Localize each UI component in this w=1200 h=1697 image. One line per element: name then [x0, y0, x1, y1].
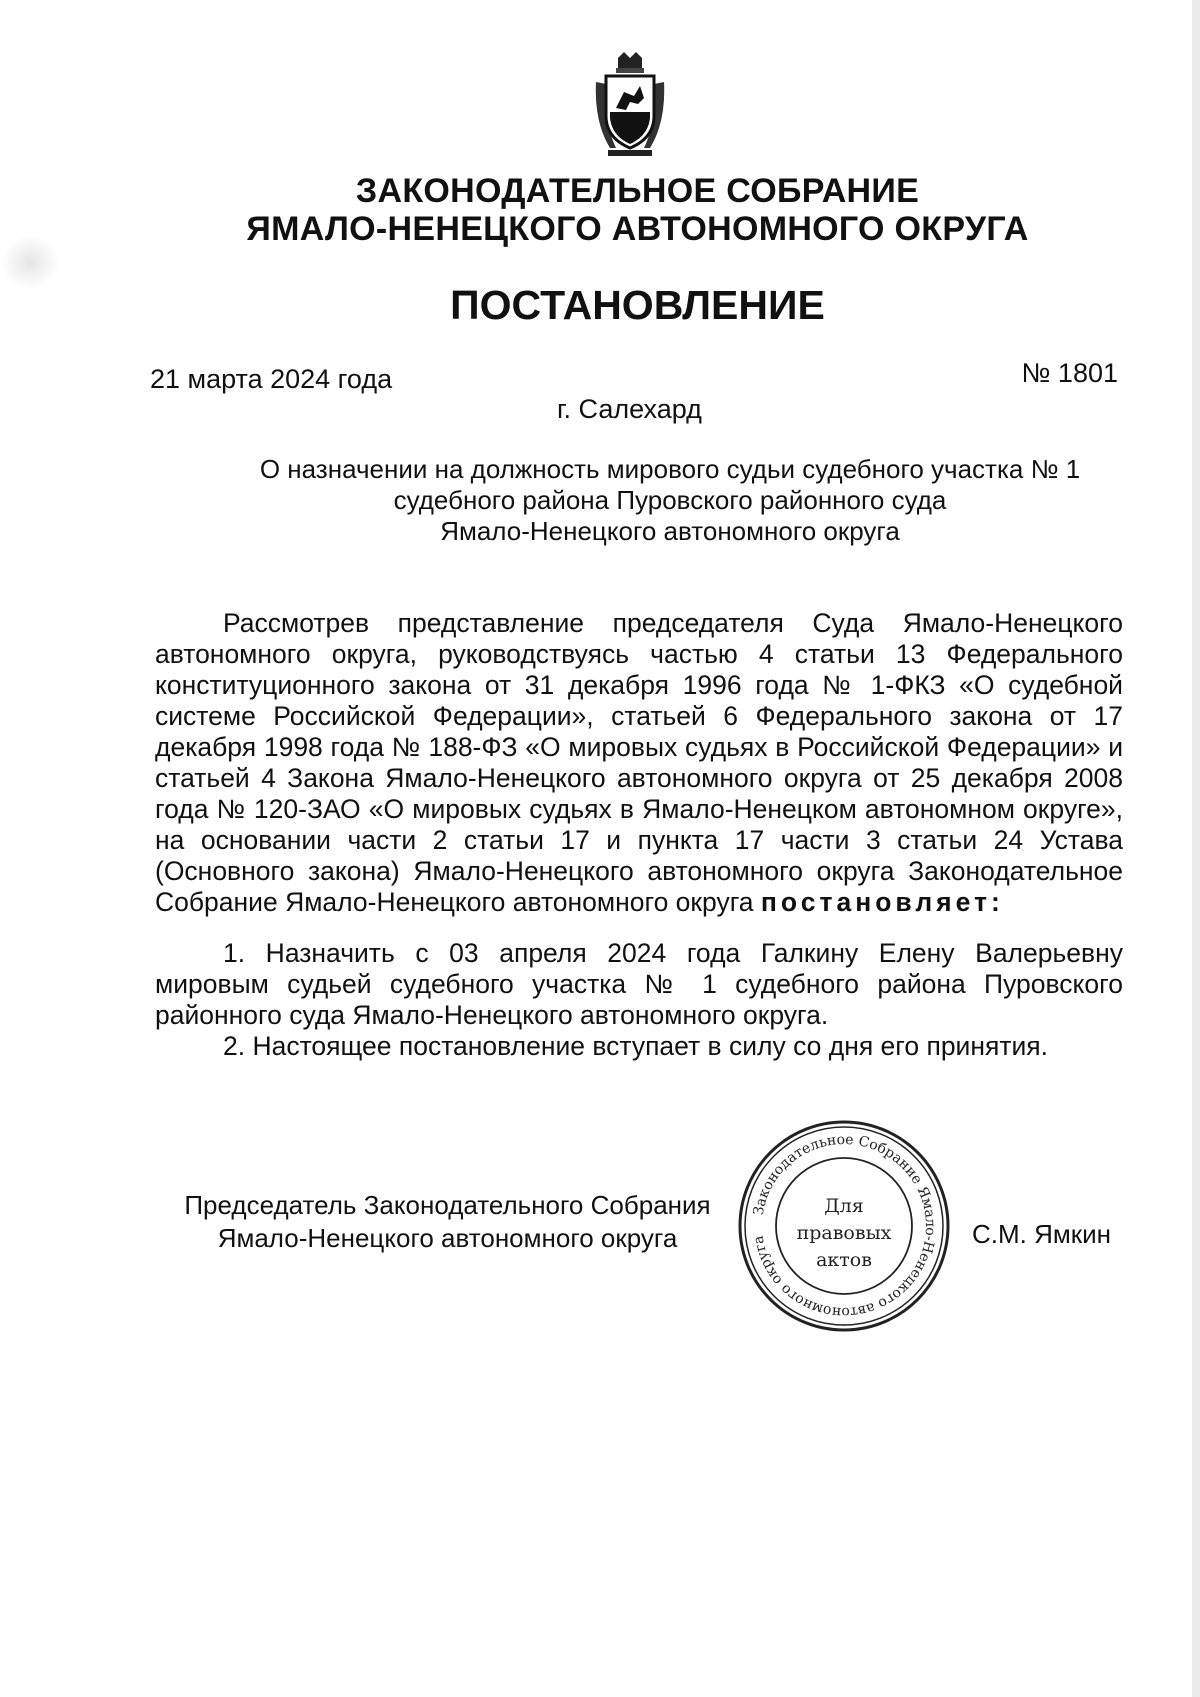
stamp-inner-line: Для: [824, 1195, 864, 1217]
org-name-line2: ЯМАЛО-НЕНЕЦКОГО АВТОНОМНОГО ОКРУГА: [246, 210, 1029, 248]
document-city: г. Салехард: [557, 394, 702, 424]
signatory-position: [155, 1189, 740, 1255]
signatory-name: С.М. Ямкин: [972, 1219, 1112, 1249]
resolution-item: 2. Настоящее постановление вступает в силу со дня его принятия.: [223, 1031, 1048, 1061]
resolution-item: 1. Назначить с 03 апреля 2024 года Галкину Елену Валерьевну мировым судьей судебного участка № 1 судебного района Пуровского районного суда Ямало-Ненецкого автономного округа.: [155, 938, 1123, 1030]
org-name-line1: ЗАКОНОДАТЕЛЬНОЕ СОБРАНИЕ: [355, 172, 920, 210]
stamp-inner-line: актов: [816, 1249, 872, 1271]
stamp-inner-line: правовых: [796, 1222, 892, 1244]
coat-of-arms-icon: [590, 52, 670, 160]
preamble-text: Рассмотрев представление председателя Суда Ямало-Ненецкого автономного округа, руководствуясь частью 4 статьи 13 Федерального конституционного закона от 31 декабря 1996 года № 1-ФКЗ «О судебной системе Российской Федерации», статьей 6 Федерального закона от 17 декабря 1998 года № 188-ФЗ «О мировых судьях в Российской Федерации» и статьей 4 Закона Ямало-Ненецкого автономного округа от 25 декабря 2008 года № 120-ЗАО «О мировых судьях в Ямало-Ненецком автономном округе», на основании части 2 статьи 17 и пункта 17 части 3 статьи 24 Устава (Основного закона) Ямало-Ненецкого автономного округа Законодательное Собрание Ямало-Ненецкого автономного округа: [155, 608, 1123, 917]
stamp-inner-text: [735, 1193, 953, 1274]
preamble-paragraph: [155, 608, 1123, 918]
document-body: [155, 608, 1123, 1062]
document-number: № 1801: [1021, 358, 1118, 388]
decree-word: постановляет:: [760, 887, 1004, 917]
scan-edge-strip: [1192, 0, 1200, 1697]
subject-line: О назначении на должность мирового судьи судебного участка № 1: [259, 454, 1081, 484]
stamp-ring-text: Законодательное Собрание Ямало-Ненецкого автономного округа: [750, 1131, 939, 1321]
subject-line: судебного района Пуровского районного суда: [393, 485, 947, 515]
document-subject: [200, 454, 1140, 547]
subject-line: Ямало-Ненецкого автономного округа: [440, 516, 900, 546]
document-date: 21 марта 2024 года: [150, 364, 393, 394]
document-type-title: ПОСТАНОВЛЕНИЕ: [450, 282, 825, 328]
signatory-position-line: Ямало-Ненецкого автономного округа: [217, 1223, 678, 1253]
signatory-position-line: Председатель Законодательного Собрания: [184, 1190, 711, 1220]
